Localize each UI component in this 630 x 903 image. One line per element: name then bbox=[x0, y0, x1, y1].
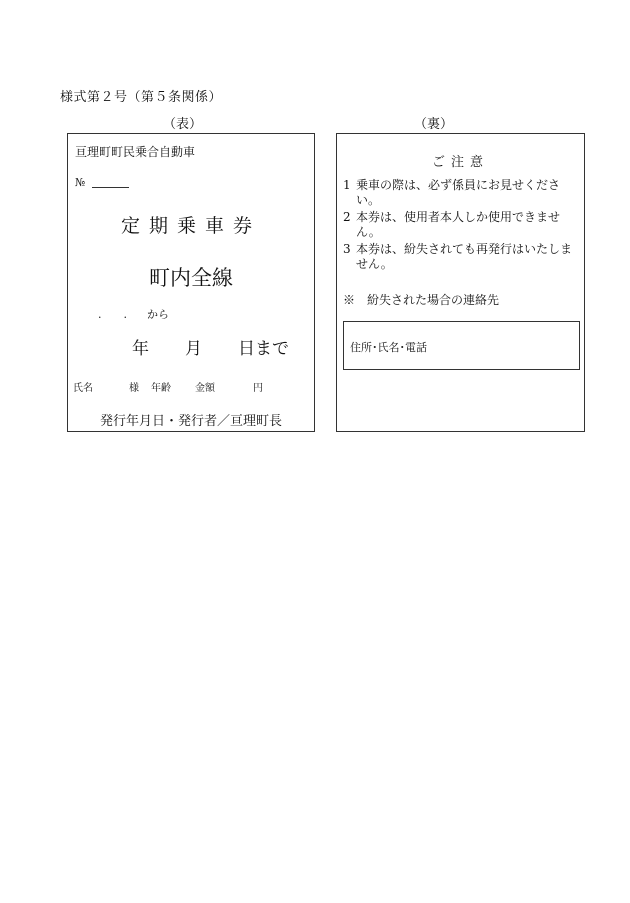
notice-list bbox=[343, 178, 579, 274]
form-title: 様式第２号（第５条関係） bbox=[60, 90, 223, 105]
issuer-line: 発行年月日・発行者／亘理町長 bbox=[99, 414, 282, 429]
notice-text: 乗車の際は、必ず係員にお見せください。 bbox=[356, 178, 561, 207]
notice-item bbox=[343, 210, 579, 240]
notice-text: 本券は、紛失されても再発行はいたしません。 bbox=[356, 242, 573, 271]
holder-info-row bbox=[73, 379, 263, 394]
name-label: 氏名 bbox=[73, 383, 93, 394]
contact-box-label: 住所･氏名･電話 bbox=[350, 341, 427, 354]
ticket-front-card bbox=[67, 133, 315, 432]
month-label: 月 bbox=[185, 339, 202, 359]
valid-from-line bbox=[98, 306, 169, 322]
honorific-label: 様 bbox=[129, 383, 139, 394]
back-side-label: （裏） bbox=[414, 117, 454, 132]
operator-name: 亘理町町民乗合自動車 bbox=[75, 145, 196, 159]
age-label: 年齢 bbox=[151, 383, 171, 394]
notice-item bbox=[343, 242, 579, 272]
notice-item bbox=[343, 178, 579, 208]
front-side-label: （表） bbox=[163, 117, 203, 132]
notice-number: 2 bbox=[343, 210, 351, 224]
from-label: から bbox=[147, 308, 169, 321]
date-dots: . . bbox=[98, 308, 127, 321]
ticket-back-card bbox=[336, 133, 585, 432]
notice-number: 1 bbox=[343, 178, 351, 192]
yen-label: 円 bbox=[253, 383, 263, 394]
lost-contact-label: ※ 紛失された場合の連絡先 bbox=[343, 293, 500, 307]
contact-box bbox=[343, 321, 580, 370]
notice-text: 本券は、使用者本人しか使用できません。 bbox=[356, 210, 561, 239]
notice-number: 3 bbox=[343, 242, 351, 256]
ticket-name: 定期乗車券 bbox=[120, 215, 261, 237]
route-name: 町内全線 bbox=[149, 266, 233, 290]
year-label: 年 bbox=[132, 339, 149, 359]
amount-label: 金額 bbox=[195, 383, 215, 394]
ticket-number-label: № bbox=[75, 176, 86, 189]
ticket-number-line bbox=[92, 187, 129, 188]
valid-until-line bbox=[108, 334, 289, 359]
notice-title: ご注意 bbox=[431, 155, 489, 170]
day-until-label: 日まで bbox=[238, 339, 289, 359]
